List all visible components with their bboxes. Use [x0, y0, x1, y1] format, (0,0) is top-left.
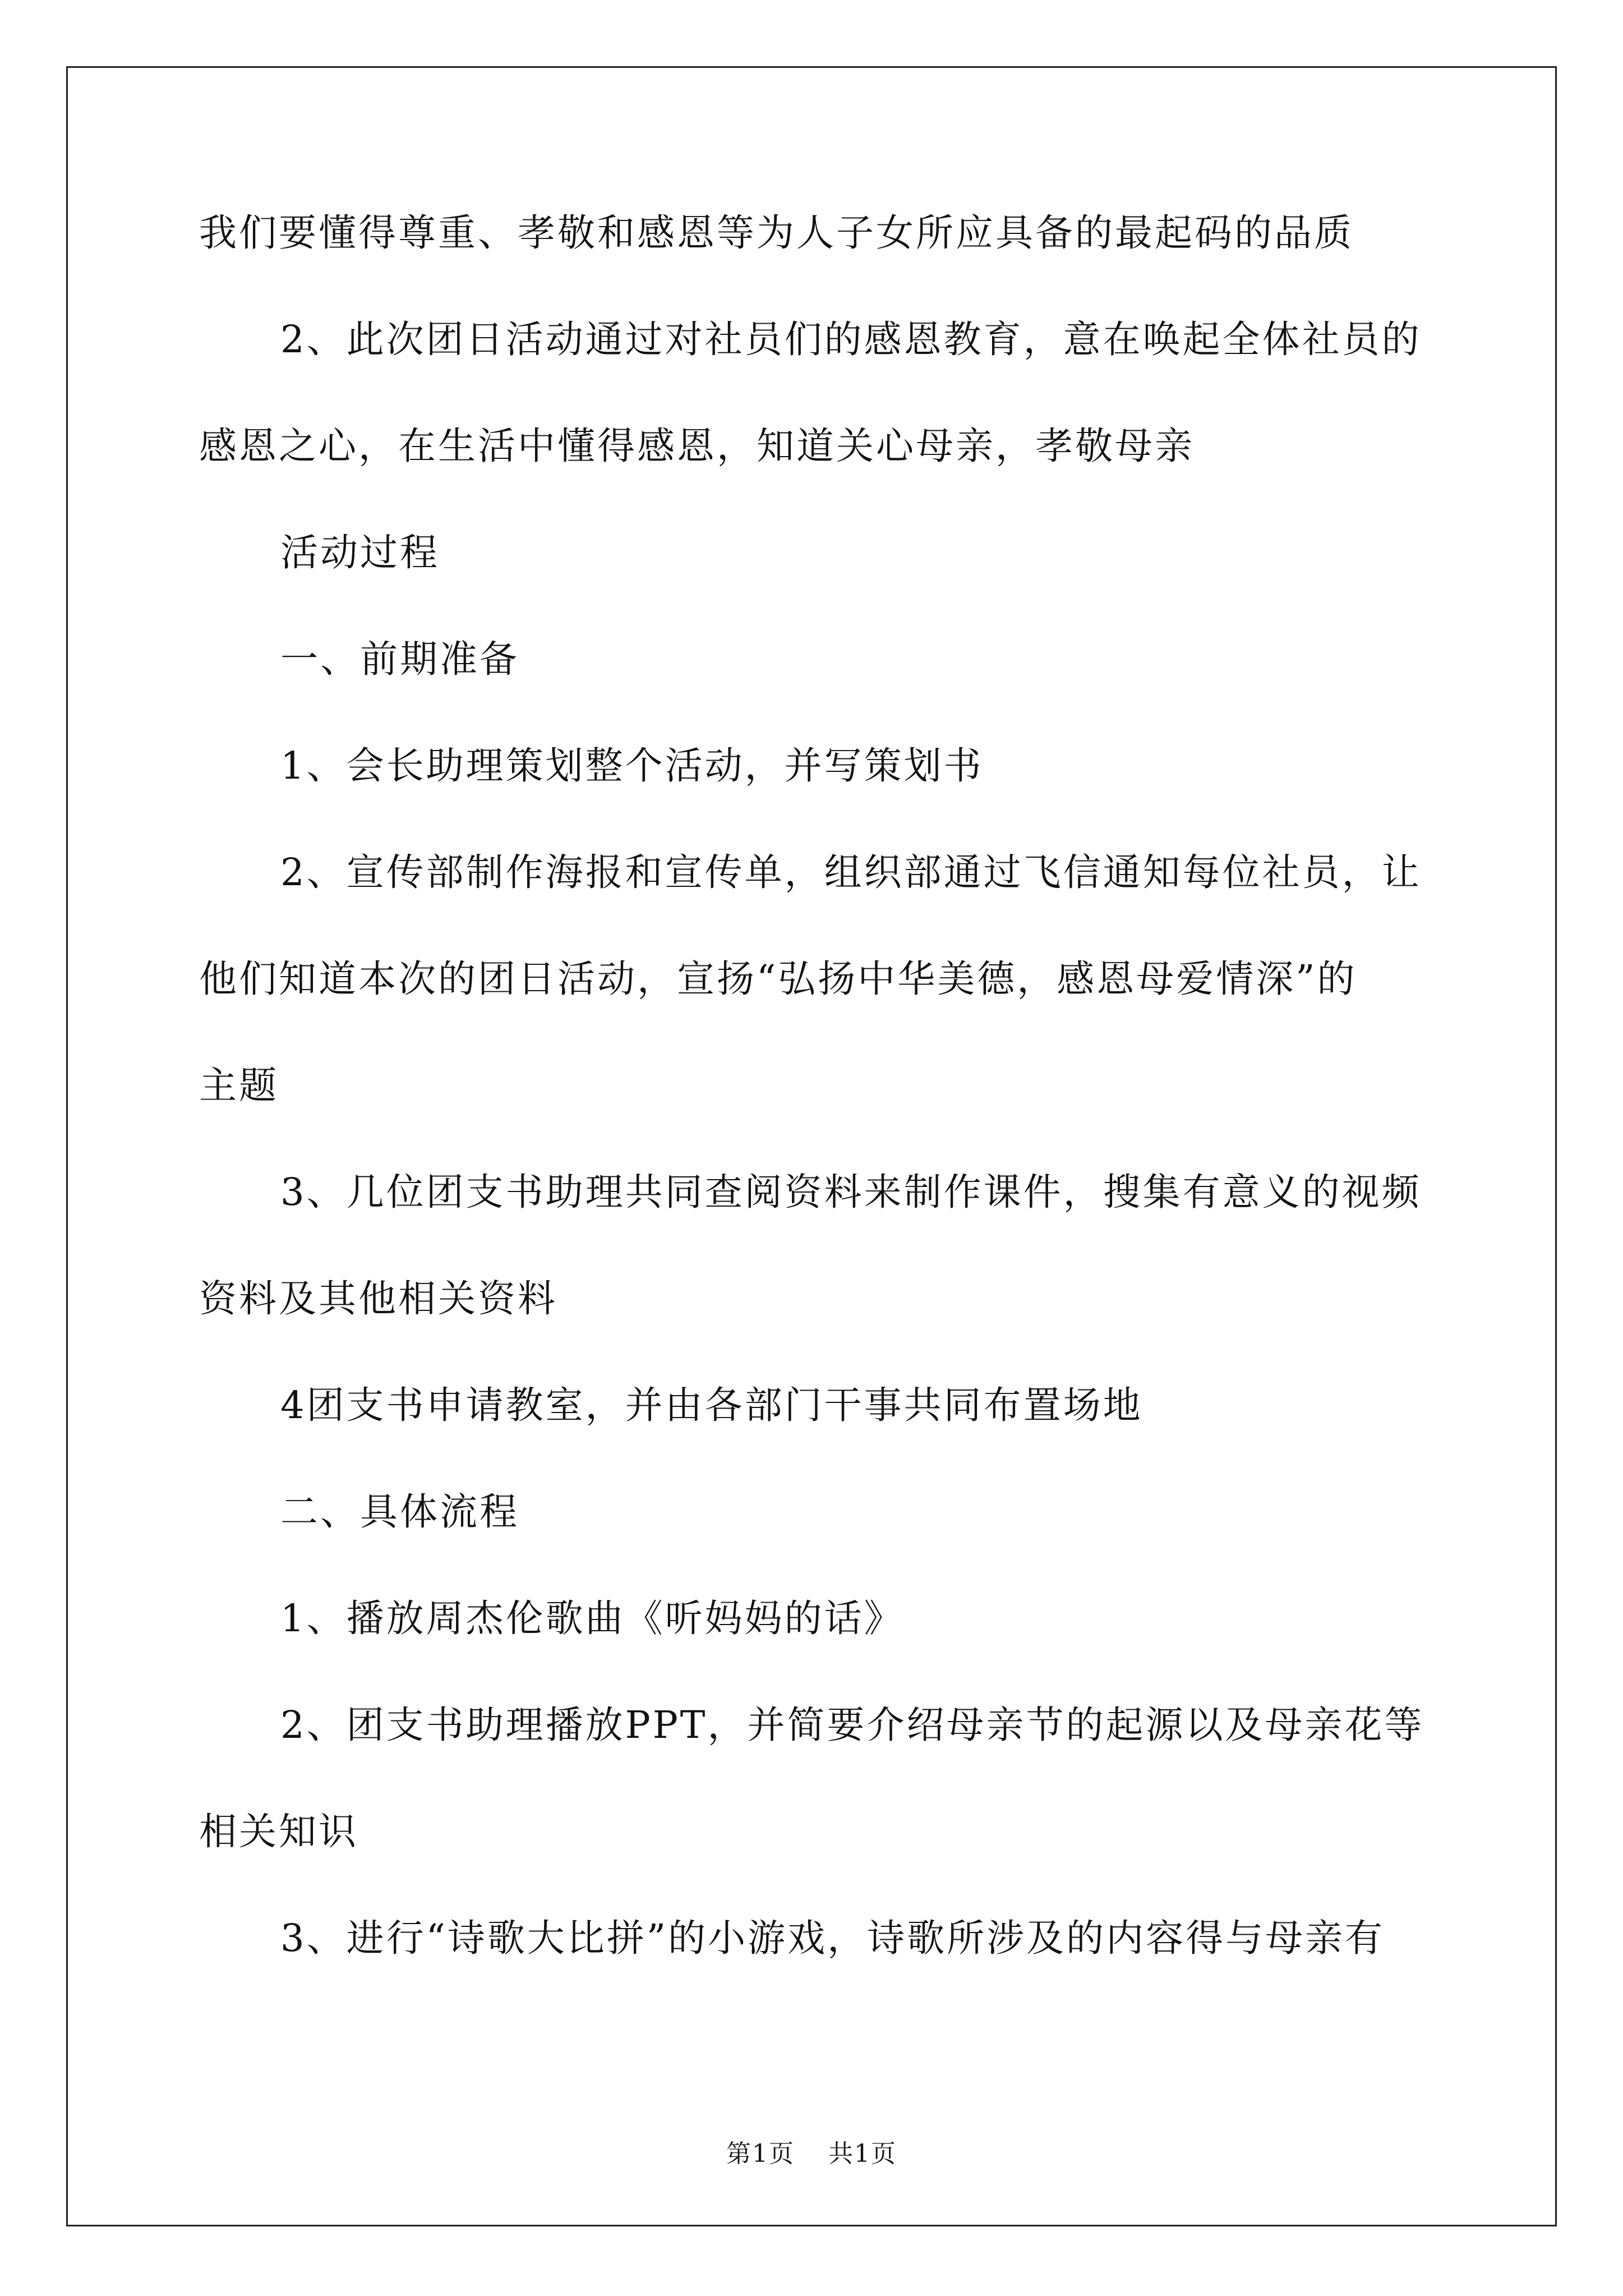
paragraph-line: 他们知道本次的团日活动，宣扬“弘扬中华美德，感恩母爱情深”的 — [199, 957, 1357, 1001]
paragraph-line: 4团支书申请教室，并由各部门干事共同布置场地 — [280, 1383, 1143, 1427]
paragraph-line: 资料及其他相关资料 — [199, 1277, 557, 1320]
paragraph-line: 我们要懂得尊重、孝敬和感恩等为人子女所应具备的最起码的品质 — [199, 211, 1354, 255]
section-heading: 二、具体流程 — [280, 1490, 519, 1534]
paragraph-line: 1、会长助理策划整个活动，并写策划书 — [280, 744, 984, 788]
paragraph-line: 2、此次团日活动通过对社员们的感恩教育，意在唤起全体社员的 — [280, 318, 1422, 361]
paragraph-line: 主题 — [199, 1064, 279, 1107]
page-border — [66, 66, 1557, 2226]
paragraph-line: 2、宣传部制作海报和宣传单，组织部通过飞信通知每位社员，让 — [280, 850, 1422, 894]
section-heading: 一、前期准备 — [280, 637, 519, 681]
page-number-total: 共1页 — [828, 2139, 897, 2168]
paragraph-line: 感恩之心，在生活中懂得感恩，知道关心母亲，孝敬母亲 — [199, 424, 1195, 468]
section-heading: 活动过程 — [280, 531, 440, 574]
paragraph-line: 3、进行“诗歌大比拼”的小游戏，诗歌所涉及的内容得与母亲有 — [280, 1916, 1385, 1960]
paragraph-line: 1、播放周杰伦歌曲《听妈妈的话》 — [280, 1596, 904, 1640]
page-footer — [0, 2137, 1623, 2171]
page-number-current: 第1页 — [726, 2139, 795, 2168]
paragraph-line: 相关知识 — [199, 1810, 358, 1853]
paragraph-line: 3、几位团支书助理共同查阅资料来制作课件，搜集有意义的视频 — [280, 1170, 1422, 1214]
paragraph-line: 2、团支书助理播放PPT，并简要介绍母亲节的起源以及母亲花等 — [280, 1703, 1424, 1747]
